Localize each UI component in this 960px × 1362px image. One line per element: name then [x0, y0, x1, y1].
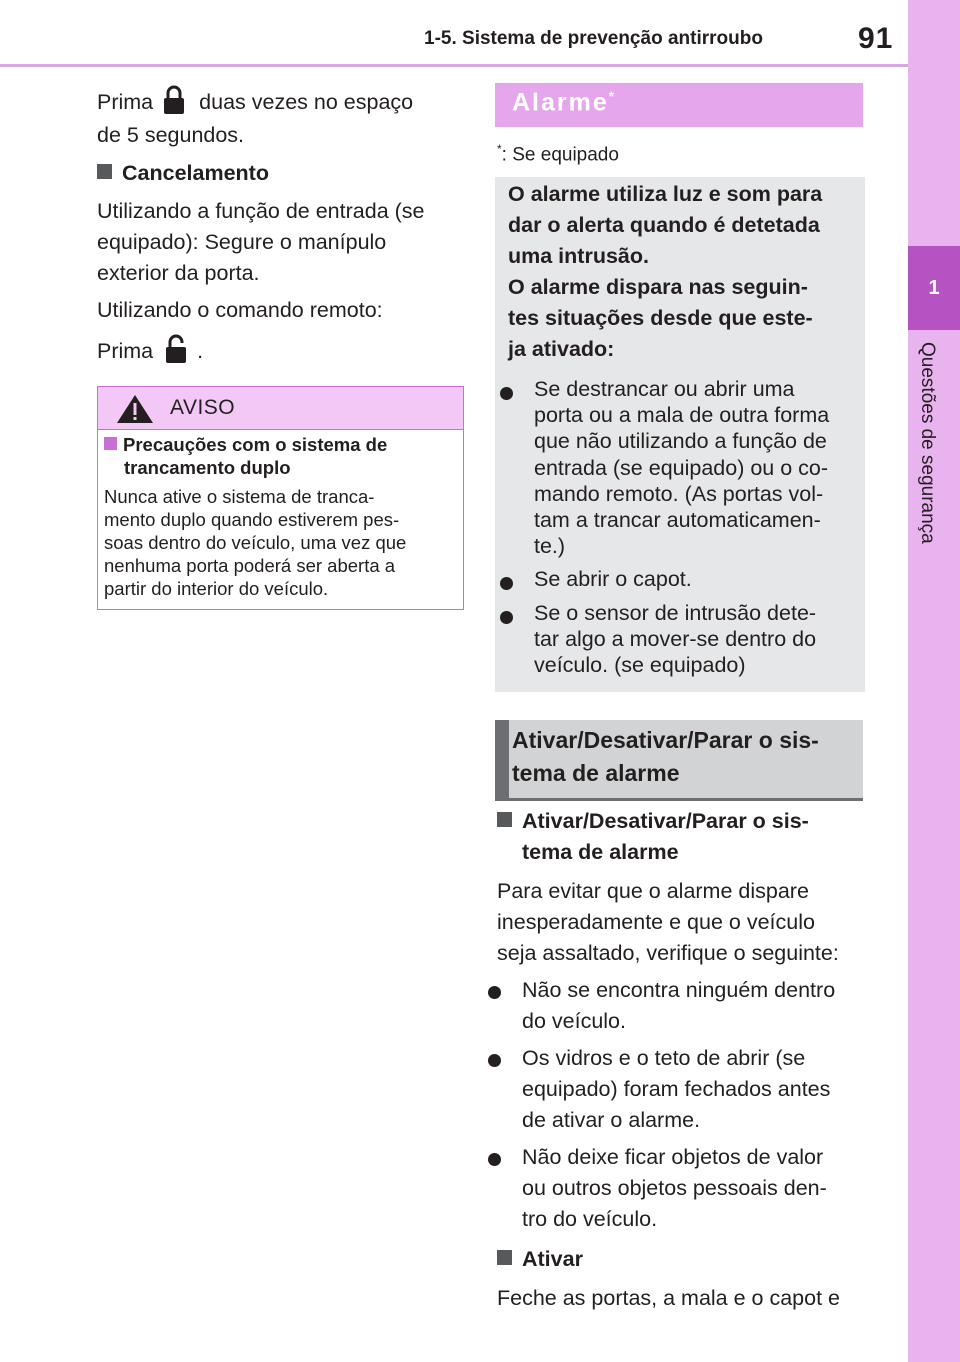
- list-item-line: ou outros objetos pessoais den-: [522, 1176, 827, 1200]
- warning-text-line: mento duplo quando estiverem pes-: [104, 509, 400, 530]
- warning-text-line: soas dentro do veículo, uma vez que: [104, 532, 407, 553]
- activate-sub-heading: [497, 806, 867, 868]
- check-list: [484, 975, 864, 1235]
- list-item-line: veículo. (se equipado): [534, 653, 746, 678]
- activate-heading-text: Ativar: [522, 1247, 583, 1271]
- chapter-label: Questões de segurança: [917, 342, 938, 544]
- list-item-line: de ativar o alarme.: [522, 1108, 701, 1132]
- alarm-intro-line: tes situações desde que este-: [508, 306, 813, 330]
- alarm-intro-line: dar o alerta quando é detetada: [508, 213, 820, 237]
- lock-icon: [163, 85, 185, 115]
- chapter-number: 1: [928, 277, 940, 299]
- cancel-remote-line: Utilizando o comando remoto:: [97, 298, 383, 322]
- paragraph-line: inesperadamente e que o veículo: [497, 910, 815, 934]
- list-item: [484, 1142, 864, 1235]
- cancel-line2: equipado): Segure o manípulo: [97, 230, 387, 254]
- last-line: Feche as portas, a mala e o capot e: [497, 1286, 841, 1310]
- footnote-mark: *: [497, 142, 502, 156]
- paragraph-line: Para evitar que o alarme dispare: [497, 879, 809, 903]
- page-number: 91: [858, 22, 894, 55]
- header-divider: [0, 64, 908, 67]
- unlock-icon: [165, 334, 187, 364]
- section-header-title: 1-5. Sistema de prevenção antirroubo: [424, 28, 763, 49]
- list-item-line: Não se encontra ninguém dentro: [522, 978, 836, 1002]
- sub-heading-line2: tema de alarme: [522, 840, 679, 864]
- cancel-press-suffix: .: [197, 339, 204, 363]
- list-item-line: Os vidros e o teto de abrir (se: [522, 1046, 806, 1070]
- cancel-line3: exterior da porta.: [97, 261, 260, 285]
- list-item-line: equipado) foram fechados antes: [522, 1077, 831, 1101]
- list-item-line: que não utilizando a função de: [534, 429, 827, 454]
- section-title: [512, 724, 857, 790]
- footnote-text: : Se equipado: [501, 144, 619, 166]
- warning-text: [104, 485, 456, 600]
- section-title-line2: tema de alarme: [512, 760, 680, 786]
- alarm-asterisk: *: [608, 88, 615, 104]
- alarm-intro-line: ja ativado:: [508, 337, 615, 361]
- square-bullet-icon: [497, 1250, 512, 1265]
- alarm-trigger-list: [496, 376, 856, 678]
- warning-icon: [116, 394, 154, 429]
- list-item-line: tro do veículo.: [522, 1207, 658, 1231]
- intro-paragraph: [97, 85, 477, 151]
- list-item: [496, 600, 856, 679]
- list-item: [484, 975, 864, 1037]
- chapter-side-tab: [908, 0, 960, 1362]
- intro-line2: de 5 segundos.: [97, 123, 245, 147]
- section-title-accent: [495, 720, 509, 801]
- warning-text-line: nenhuma porta poderá ser aberta a: [104, 555, 396, 576]
- list-item-line: do veículo.: [522, 1009, 626, 1033]
- alarm-intro-line: O alarme utiliza luz e som para: [508, 182, 823, 206]
- warning-subheading: [104, 433, 454, 479]
- cancel-heading: [97, 158, 269, 189]
- cancel-paragraph: [97, 196, 487, 367]
- square-bullet-icon: [97, 164, 112, 179]
- section-title-line1: Ativar/Desativar/Parar o sis-: [512, 727, 819, 753]
- warning-text-line: partir do interior do veículo.: [104, 578, 329, 599]
- alarm-intro-line: uma intrusão.: [508, 244, 649, 268]
- intro-prefix: Prima: [97, 90, 154, 114]
- warning-box: [97, 386, 464, 610]
- warning-title: AVISO: [170, 396, 236, 419]
- warning-text-line: Nunca ative o sistema de tranca-: [104, 486, 375, 507]
- intro-suffix: duas vezes no espaço: [199, 90, 414, 114]
- alarm-intro: [508, 179, 853, 365]
- list-item-line: Se destrancar ou abrir uma: [534, 377, 795, 401]
- footnote: [497, 142, 619, 166]
- list-item-line: Não deixe ficar objetos de valor: [522, 1145, 824, 1169]
- sub-heading-line1: Ativar/Desativar/Parar o sis-: [522, 809, 809, 833]
- list-item-line: tam a trancar automaticamen-: [534, 508, 821, 533]
- list-item-line: Se o sensor de intrusão dete-: [534, 600, 817, 625]
- warning-subheading-line2: trancamento duplo: [124, 457, 291, 478]
- list-item-line: te.): [534, 534, 566, 559]
- alarm-intro-line: O alarme dispara nas seguin-: [508, 275, 808, 299]
- square-bullet-icon: [104, 437, 117, 450]
- activate-heading: [497, 1244, 583, 1275]
- list-item-line: tar algo a mover-se dentro do: [534, 626, 817, 651]
- list-item-line: Se abrir o capot.: [534, 567, 692, 592]
- alarm-title-text: Alarme: [512, 88, 609, 117]
- list-item-line: entrada (se equipado) ou o co-: [534, 455, 829, 480]
- warning-header: [98, 387, 463, 430]
- cancel-line1: Utilizando a função de entrada (se: [97, 199, 425, 223]
- check-paragraph: [497, 876, 867, 969]
- list-item: [496, 566, 856, 592]
- list-item-line: porta ou a mala de outra forma: [534, 403, 830, 428]
- list-item: [496, 376, 856, 559]
- cancel-heading-text: Cancelamento: [122, 161, 269, 185]
- list-item-line: mando remoto. (As portas vol-: [534, 481, 824, 506]
- list-item: [484, 1043, 864, 1136]
- cancel-press-prefix: Prima: [97, 339, 154, 363]
- warning-subheading-line1: Precauções com o sistema de: [123, 434, 388, 455]
- paragraph-line: seja assaltado, verifique o seguinte:: [497, 941, 839, 965]
- alarm-title: [512, 88, 614, 117]
- square-bullet-icon: [497, 812, 512, 827]
